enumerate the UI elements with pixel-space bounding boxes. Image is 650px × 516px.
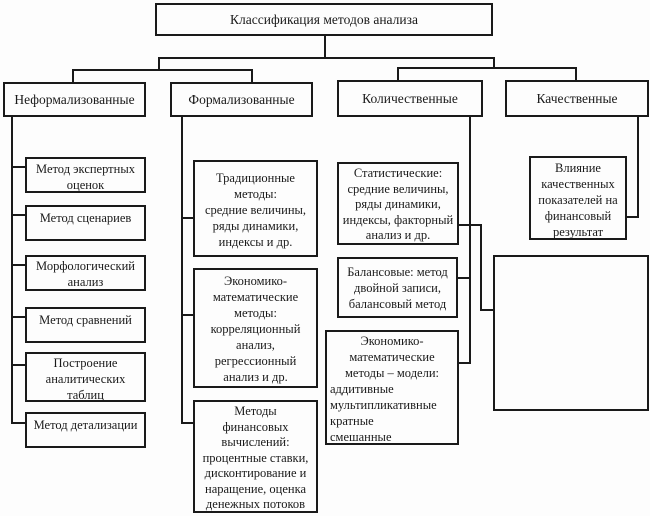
connector-title-stem [324, 35, 326, 59]
text-line: двойной записи, [354, 281, 441, 295]
connector-tick-scenarios [11, 214, 26, 216]
text-line: анализ и др. [365, 228, 431, 242]
text-line: смешанные [330, 430, 392, 444]
connector-formal-trunk [181, 115, 183, 424]
text-line: Метод детализации [33, 418, 138, 432]
text-line: Метод экспертных [36, 162, 135, 176]
text-line: вычислений: [221, 435, 290, 449]
node-econ-math-models [325, 330, 459, 445]
connector-quantitative-trunk [469, 115, 471, 364]
text-line: анализ и др. [223, 370, 288, 384]
text-line: показателей на [538, 193, 618, 207]
text-line: балансовый метод [348, 297, 447, 311]
text-line: Традиционные [216, 171, 295, 185]
node-quality-influence [529, 156, 627, 240]
text-line: Методы [234, 404, 277, 418]
connector-informal-drop [72, 69, 74, 82]
text-line: Построение [53, 356, 118, 370]
econ-math-models-list [327, 381, 457, 445]
connector-tick-financial [181, 422, 194, 424]
text-line: Статистические: [353, 166, 443, 180]
connector-tick-detail [11, 422, 26, 424]
text-line: Балансовые: метод [347, 265, 448, 279]
text-line: Влияние [555, 161, 601, 175]
connector-tick-expert [11, 166, 26, 168]
text-line: методы: [234, 306, 277, 320]
text-line: оценок [66, 178, 105, 192]
text-line: Метод сравнений [39, 313, 132, 327]
node-economic-math-methods [193, 268, 318, 388]
connector-tick-statistical [457, 224, 482, 226]
text-line: средние величины, [204, 203, 307, 217]
text-line: дисконтирование и [204, 466, 307, 480]
connector-right-splitter [397, 67, 577, 69]
text-line: финансовый [544, 209, 612, 223]
node-formal [170, 82, 313, 117]
connector-formal-drop [251, 69, 253, 82]
qualitative-label: Качественные [536, 90, 618, 106]
text-line: Экономико- [360, 334, 424, 348]
connector-tick-models [457, 362, 471, 364]
text-line: процентные ставки, [202, 450, 309, 465]
text-line: анализ [67, 275, 104, 289]
connector-main-horizontal [158, 57, 495, 59]
node-factor-analysis-methods [493, 255, 649, 411]
econ-math-models-head [327, 333, 457, 381]
text-line: регрессионный [214, 354, 297, 368]
node-balance-methods [337, 257, 458, 318]
node-morphological-analysis [25, 255, 146, 291]
node-informal [3, 82, 146, 117]
node-statistical-methods [337, 162, 459, 245]
node-traditional-methods [193, 160, 318, 257]
node-scenario-method [25, 205, 146, 241]
connector-tick-tables [11, 364, 26, 366]
text-line: качественных [541, 177, 615, 191]
connector-tick-traditional [181, 217, 194, 219]
text-line: ряды динамики, [355, 197, 441, 211]
text-line: аддитивные [330, 382, 394, 396]
text-line: математические [349, 350, 435, 364]
text-line: аналитических [45, 372, 126, 386]
connector-factor-stem [480, 224, 482, 311]
connector-informal-trunk [11, 115, 13, 424]
text-line: индексы, факторный [342, 212, 454, 227]
connector-quantitative-drop [397, 67, 399, 80]
connector-left-splitter [72, 69, 253, 71]
text-line: корреляционный [210, 322, 301, 336]
informal-label: Неформализованные [14, 91, 135, 107]
text-line: денежных потоков [205, 497, 306, 511]
connector-tick-factor [480, 309, 495, 311]
node-root-title [155, 3, 493, 36]
connector-tick-balance [456, 277, 471, 279]
text-line: методы – модели: [344, 366, 439, 380]
connector-tick-influence [625, 216, 639, 218]
text-line: Морфологический [36, 259, 135, 273]
node-detail-method [25, 412, 146, 448]
text-line: наращение, оценка [205, 481, 306, 496]
root-title-label: Классификация методов анализа [230, 11, 418, 27]
text-line: финансовых [222, 419, 289, 434]
text-line: средние величины, [347, 181, 449, 196]
connector-qualitative-trunk [637, 115, 639, 218]
node-qualitative [505, 80, 649, 117]
text-line: индексы и др. [218, 235, 293, 249]
node-expert-assessment [25, 157, 146, 193]
text-line: кратные [330, 414, 374, 428]
text-line: Метод сценариев [39, 211, 132, 225]
node-financial-calculation-methods [193, 400, 318, 513]
text-line: мультипликативные [330, 398, 437, 412]
text-line: ряды динамики, [212, 219, 299, 233]
text-line: таблиц [67, 388, 104, 402]
text-line: Экономико- [223, 274, 288, 288]
connector-tick-comparisons [11, 316, 26, 318]
quantitative-label: Количественные [362, 90, 458, 106]
node-analytical-tables [25, 352, 146, 402]
text-line: методы: [234, 187, 277, 201]
node-comparison-method [25, 307, 146, 343]
text-line: результат [552, 225, 604, 239]
node-quantitative [337, 80, 483, 117]
text-line: математические [212, 290, 299, 304]
formal-label: Формализованные [188, 91, 295, 107]
text-line: анализ, [236, 338, 275, 352]
connector-qualitative-drop [575, 67, 577, 80]
connector-tick-morphological [11, 264, 26, 266]
connector-tick-econ-math [181, 314, 194, 316]
